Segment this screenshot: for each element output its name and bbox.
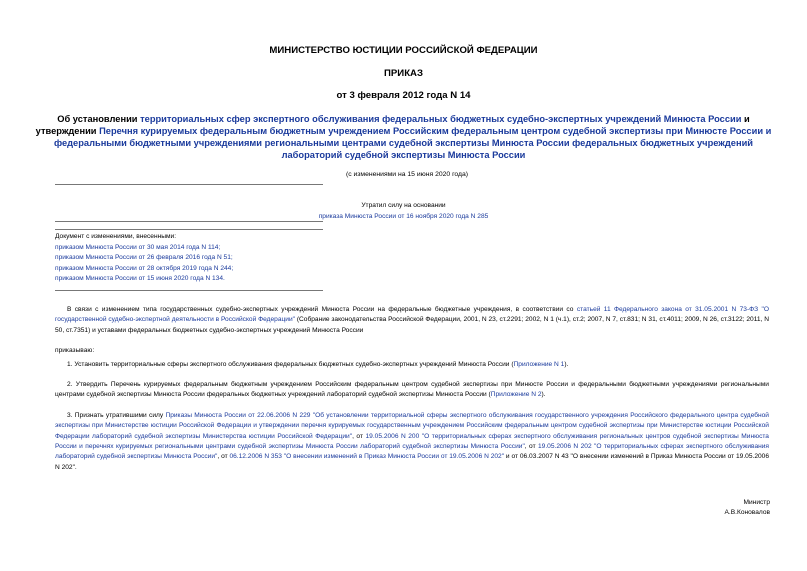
document-changes-heading: Документ с изменениями, внесенными: [55, 233, 177, 240]
intro-text: (Собрание законодательства Российской Федерации, 2001, N 23, ст.2291; 2002, N 1 (ч.1), ст.2; 2007, N 7, ст.831; N 31, ст.4011; 2009, N 26, ст.3122; 2011, N 50, ст.7351) и уставами федеральных бюджетных судебно-экспертных учреждений Минюста России [55, 316, 769, 334]
item-text: ). [564, 360, 569, 368]
item-text: 3. Признать утратившими силу [67, 411, 166, 419]
change-link[interactable]: приказом Минюста России от 28 октября 2019 года N 244; [55, 264, 234, 272]
appendix-2-link[interactable]: Приложение N 2 [490, 391, 542, 399]
ministry-name: МИНИСТЕРСТВО ЮСТИЦИИ РОССИЙСКОЙ ФЕДЕРАЦИИ [269, 45, 538, 56]
item-3 [55, 411, 769, 473]
document-body [55, 305, 769, 473]
document-changes-list [55, 232, 233, 285]
lost-force-link[interactable]: приказа Минюста России от 16 ноября 2020 года N 285 [318, 212, 489, 220]
change-link[interactable]: приказом Минюста России от 15 июня 2020 года N 134. [55, 275, 225, 282]
intro-text: В связи с изменением типа государственных судебно-экспертных учреждений Минюста России на федеральные бюджетные учреждения, в соответствии со [67, 306, 577, 313]
item-text: 2. Утвердить Перечень курируемых федеральным бюджетным учреждением Российским федеральным центром судебной экспертизы при Минюсте России и федеральными бюджетными учреждениями региональными центрами судебной экспертизы Минюста России федеральных бюджетных учреждений лабораторий судебной экспертизы Минюста России ( [55, 381, 769, 399]
order-229-link[interactable]: Приказы Минюста России от 22.06.2006 N 229 "Об установлении территориальной сферы экспертного обслуживания государственного учреждения Российского федерального центра судебной экспертизы при Министерстве юстиции Российской Федерации и утверждении перечня курируемых государственным учреждением Российским федеральным центром судебной экспертизы при Министерстве юстиции Российской Федерации лабораторий судебной экспертизы Министерства юстиции Российской Федерации" [55, 411, 769, 440]
order-word: приказываю: [55, 347, 95, 355]
item-text: , от [217, 453, 230, 461]
title-text: и утверждении [35, 114, 750, 136]
divider [55, 290, 323, 291]
intro-paragraph [55, 305, 769, 336]
title-link-territorial-spheres[interactable]: территориальных сфер экспертного обслуживания федеральных бюджетных судебно-экспертных учреждений Минюста России [140, 114, 742, 124]
lost-force-text: Утратил силу на основании [361, 202, 446, 209]
change-link[interactable]: приказом Минюста России от 30 мая 2014 года N 114; [55, 243, 221, 251]
title-link-list[interactable]: Перечня курируемых федеральным бюджетным учреждением Российским федеральным центром судебной экспертизы при Минюсте России и федеральными бюджетными учреждениями региональными центрами судебной экспертизы Минюста России федеральных бюджетных учреждений лабораторий судебной экспертизы Минюста России [53, 126, 772, 160]
signature-block [660, 498, 770, 519]
signature-name: А.В.Коновалов [724, 509, 770, 517]
item-text: 1. Установить территориальные сферы экспертного обслуживания федеральных бюджетных судебно-экспертных учреждений Минюста России ( [67, 360, 514, 368]
order-202-link[interactable]: 19.05.2006 N 202 "О территориальных сферах экспертного обслуживания лабораторий судебной экспертизы Минюста России" [55, 443, 770, 461]
document-title [30, 113, 777, 161]
item-2 [55, 380, 769, 401]
lost-force-block [0, 201, 807, 222]
change-link[interactable]: приказом Минюста России от 26 февраля 2016 года N 51; [55, 254, 233, 261]
item-1 [55, 360, 769, 370]
document-date: от 3 февраля 2012 года N 14 [336, 90, 471, 101]
document-type: ПРИКАЗ [384, 68, 423, 79]
item-text: , от [352, 432, 366, 440]
order-353-link[interactable]: 06.12.2006 N 353 "О внесении изменений в Приказ Минюста России от 19.05.2006 N 202" [229, 453, 505, 461]
divider [55, 184, 323, 185]
signature-position: Министр [743, 499, 770, 506]
order-200-link[interactable]: 19.05.2006 N 200 "О территориальных сферах экспертного обслуживания региональных центров судебной экспертизы Минюста России и перечнях курируемых региональными центрами судебной экспертизы Минюста России лабораторий судебной экспертизы Минюста России" [55, 432, 769, 451]
appendix-1-link[interactable]: Приложение N 1 [513, 360, 565, 368]
title-text: Об установлении [57, 114, 141, 124]
law-link[interactable]: статьей 11 Федерального закона от 31.05.2001 N 73-ФЗ "О государственной судебно-экспертной деятельности в Российской Федерации" [55, 306, 769, 324]
divider [55, 229, 323, 230]
item-text: , от [524, 443, 539, 451]
divider [55, 221, 323, 222]
item-text: и от 06.03.2007 N 43 "О внесении изменений в Приказ Минюста России от 19.05.2006 N 202". [55, 453, 769, 471]
item-text: ). [541, 391, 546, 399]
changes-note: (с изменениями на 15 июня 2020 года) [345, 171, 469, 178]
